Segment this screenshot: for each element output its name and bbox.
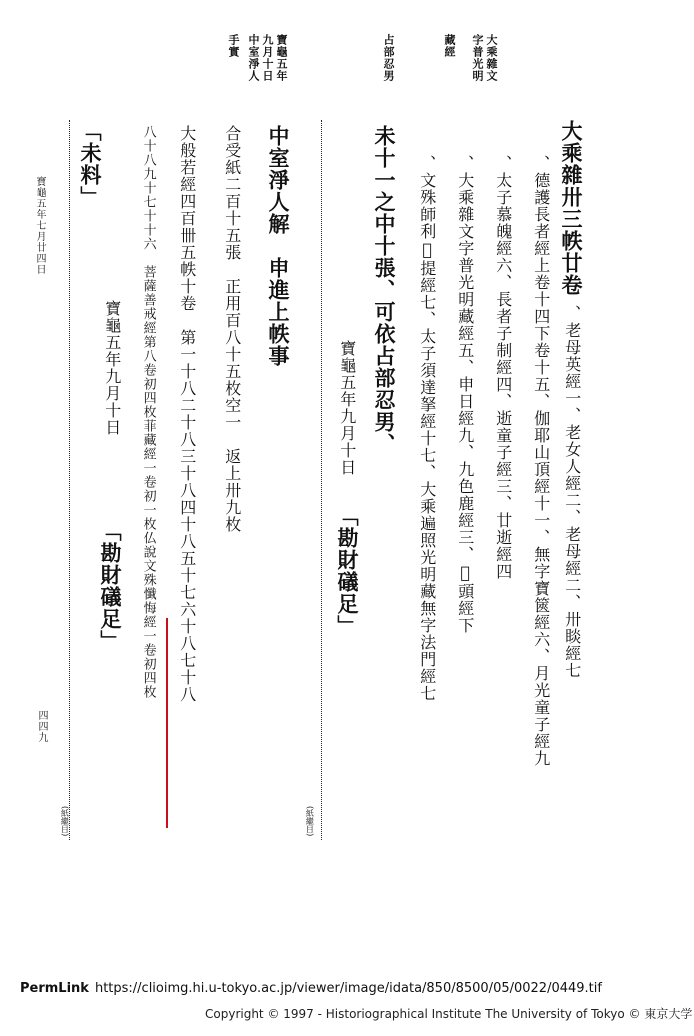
seam-dots [69, 120, 70, 840]
page-number: 四四九 [36, 710, 47, 743]
margin-date: 寶龜五年七月廿四日 [34, 176, 45, 275]
doc1-date: 寶龜五年九月十日 [337, 340, 357, 476]
header-col: 字普光明 [471, 34, 484, 82]
doc2-title: 中室淨人解 申進上帙事 [266, 125, 292, 367]
copyright: Copyright © 1997 - Historiographical Institute The University of Tokyo © 東京大学 [205, 1007, 693, 1021]
doc1-note: 未十一之中十張、可依占部忍男、 [372, 125, 398, 455]
doc1-title-cont: 、老母英經一、老女人經二、老母經二、卅睒經七 [562, 305, 582, 679]
header-col: 占部忍男 [382, 34, 395, 82]
doc1-signer: 「勘財礒足」 [335, 505, 361, 637]
doc2-line: 八十八九十七十十六 菩薩善戒經第八卷初四枚菲藏經一卷初一枚仏說文殊懺悔經一卷初四枚 [140, 125, 156, 699]
header-col: 手實 [227, 34, 240, 58]
permlink-label: PermLink [20, 981, 89, 996]
doc2-line: 大般若經四百卌五帙十卷 第一十八二十八三十八四十八五十七六十八七十八 [177, 125, 197, 703]
doc1-line: 、大乘雜文字普光明藏經五、申日經九、九色鹿經三、𤆕頭經下 [455, 155, 475, 634]
header-col: 九月十日 [261, 34, 274, 82]
doc1-title: 大乘雜卅三帙廿卷 [559, 120, 585, 296]
doc1-stamp: (紙繼目) [305, 806, 315, 837]
red-underline [166, 618, 168, 828]
doc2-signer: 「勘財礒足」 [98, 520, 124, 652]
permlink-url[interactable]: https://clioimg.hi.u-tokyo.ac.jp/viewer/image/idata/850/8500/05/0022/0449.tif [94, 981, 602, 996]
header-col: 大乘雜文 [485, 34, 498, 82]
header-col: 中室淨人 [247, 34, 260, 82]
doc2-line: 合受紙二百十五張 正用百八十五枚空一 返上卅九枚 [222, 125, 242, 533]
seam-dots [321, 120, 322, 840]
header-col: 寶龜五年 [275, 34, 288, 82]
header-col: 藏經 [443, 34, 456, 58]
permlink[interactable] [20, 981, 694, 996]
doc1-line: 、太子慕魄經六、長者子制經四、逝童子經三、廿逝經四 [493, 155, 513, 580]
doc2-stamp: (紙繼目) [60, 806, 70, 837]
doc1-line: 、文殊師利𦵔提經七、太子須達拏經十七、大乘遍照光明藏無字法門經七 [417, 155, 437, 702]
doc2-unmark: 「未料」 [78, 120, 104, 208]
doc1-line: 、德護長者經上卷十四下卷十五、伽耶山頂經十一、無字寶篋經六、月光童子經九 [531, 155, 551, 767]
doc2-date: 寶龜五年九月十日 [102, 300, 122, 436]
